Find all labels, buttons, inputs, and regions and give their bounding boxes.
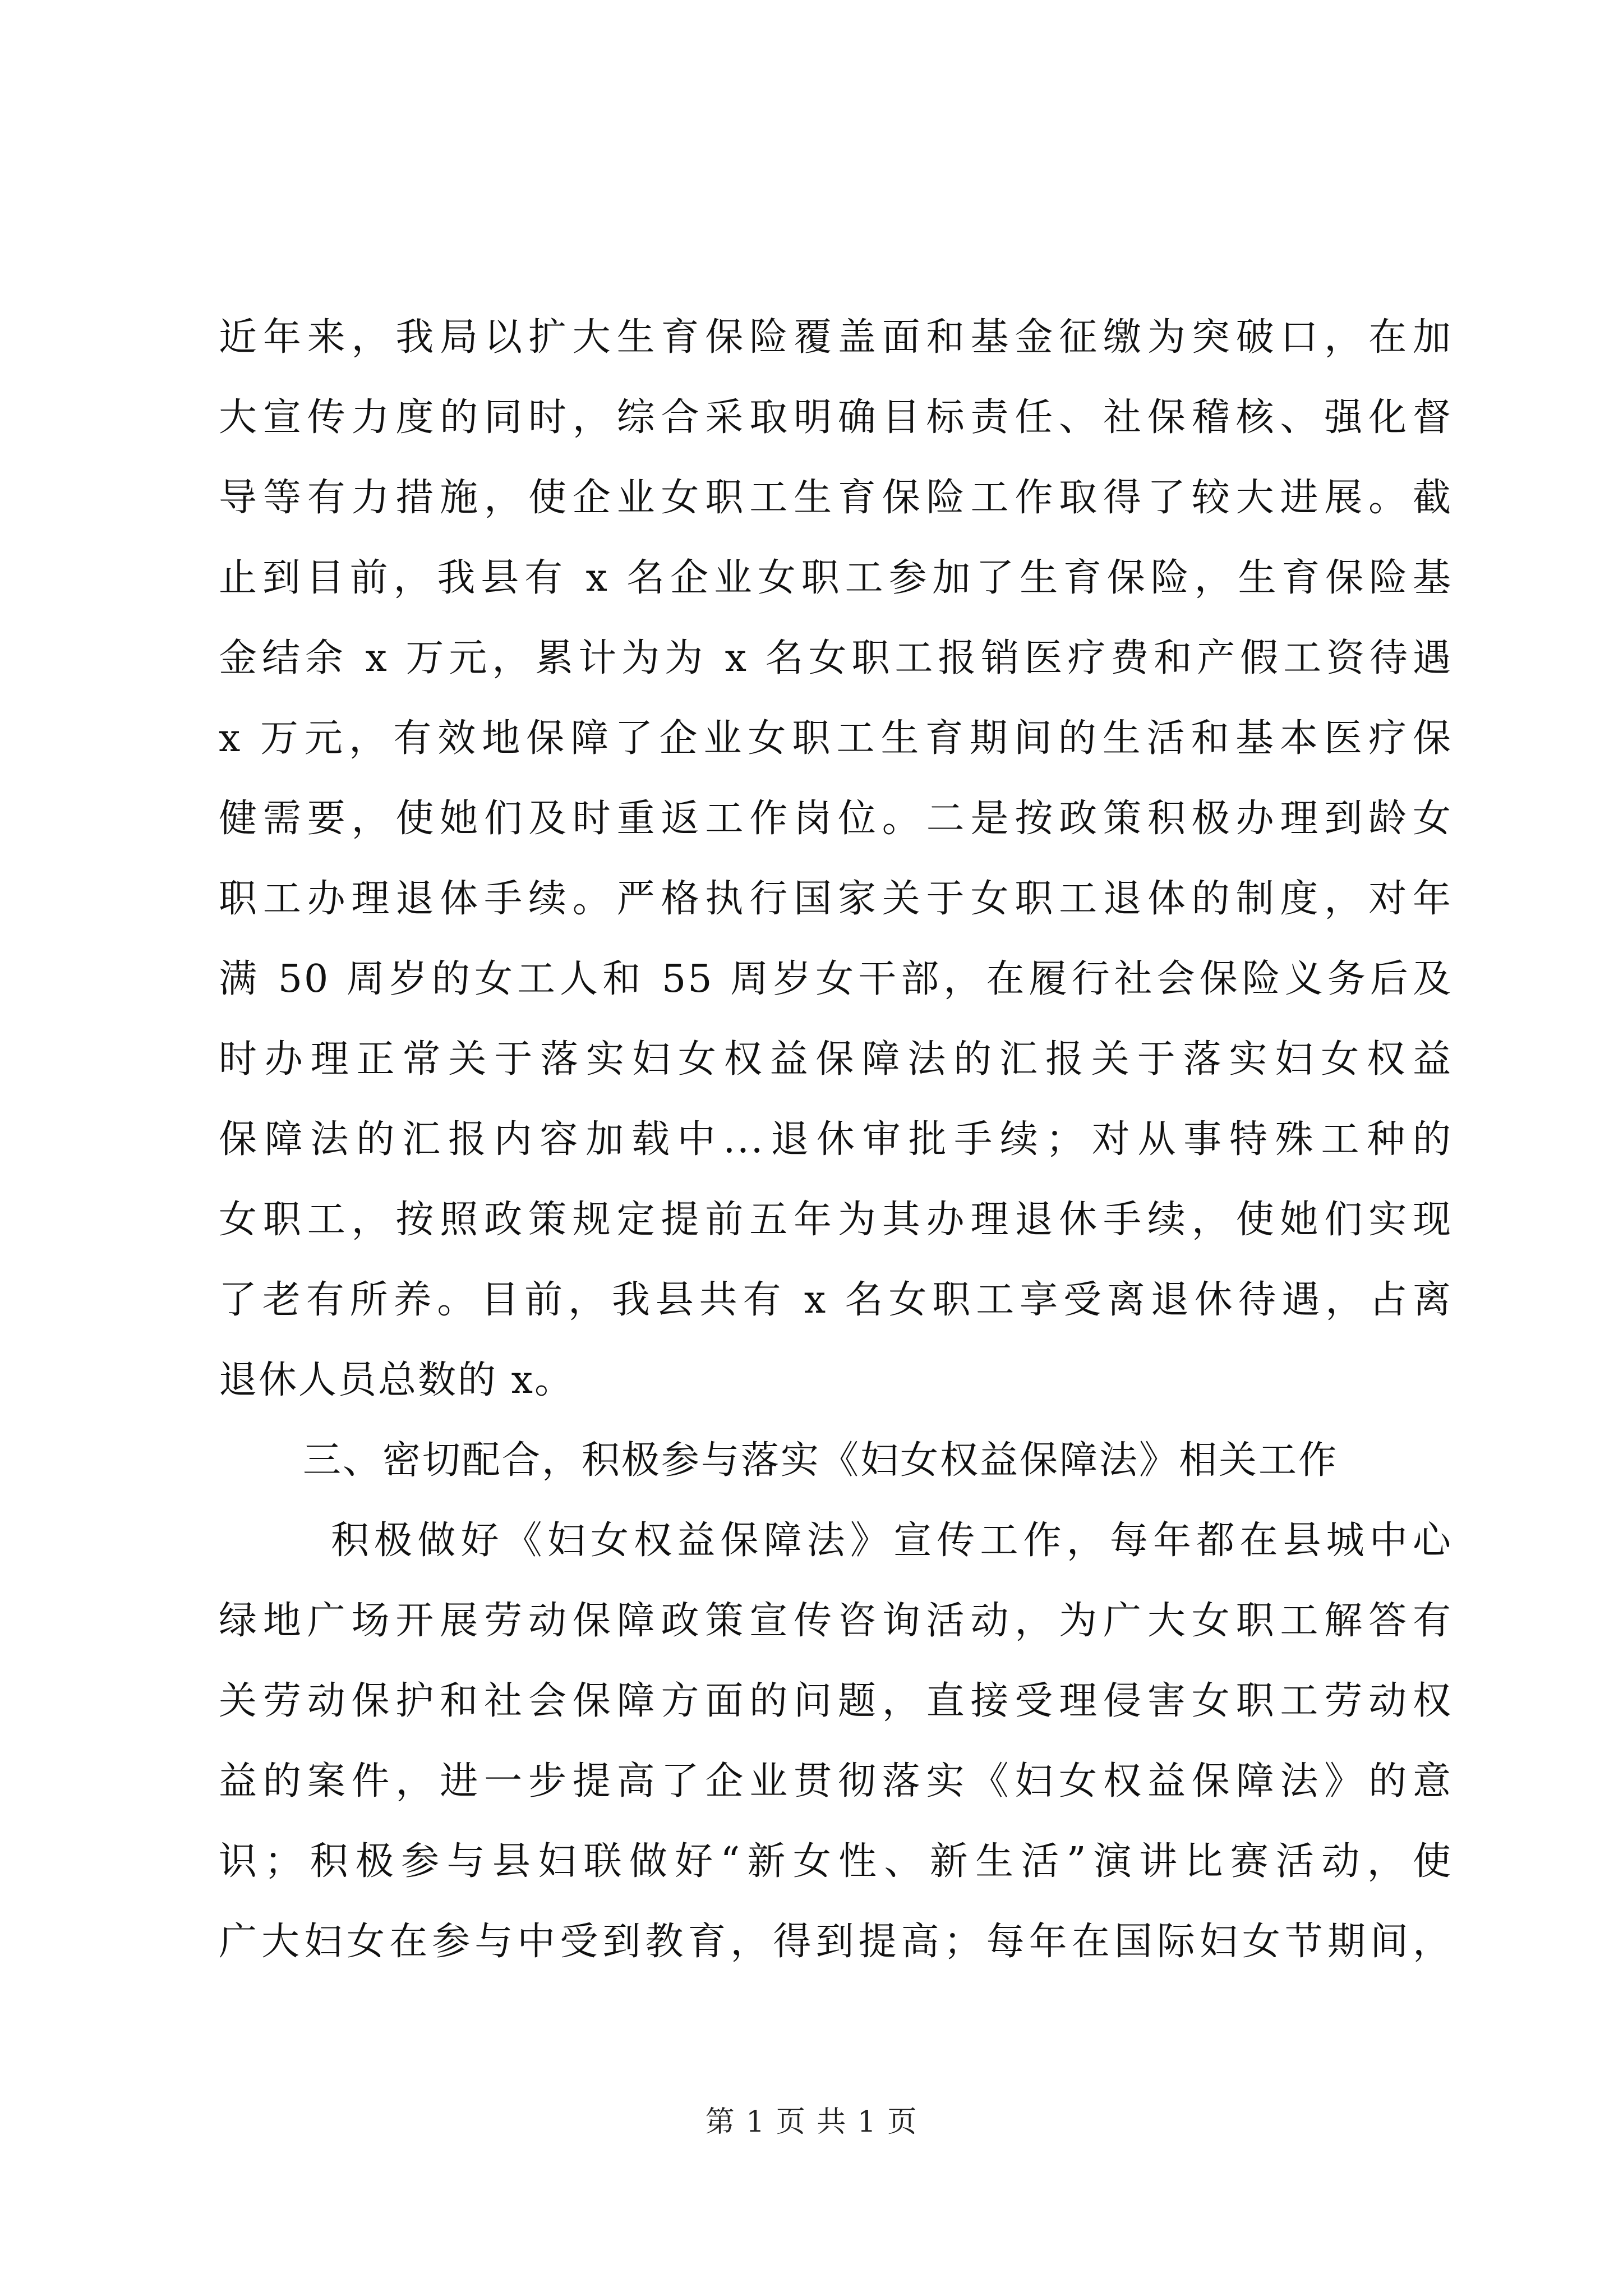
text-line-14: 退休人员总数的 x。: [219, 1358, 574, 1402]
section-heading: 三、密切配合，积极参与落实《妇女权益保障法》相关工作: [303, 1438, 1339, 1483]
text-line-18: 关劳动保护和社会保障方面的问题，直接受理侵害女职工劳动权: [219, 1679, 1453, 1723]
text-line-12: 女职工，按照政策规定提前五年为其办理退休手续，使她们实现: [219, 1198, 1453, 1242]
text-line-6: x 万元，有效地保障了企业女职工生育期间的生活和基本医疗保: [219, 716, 1453, 761]
text-line-5: 金结余 x 万元，累计为为 x 名女职工报销医疗费和产假工资待遇: [219, 636, 1453, 680]
text-line-3: 导等有力措施，使企业女职工生育保险工作取得了较大进展。截: [219, 476, 1453, 520]
text-line-16: 积极做好《妇女权益保障法》宣传工作，每年都在县城中心: [331, 1519, 1453, 1563]
text-line-7: 健需要，使她们及时重返工作岗位。二是按政策积极办理到龄女: [219, 797, 1453, 841]
text-line-9: 满 50 周岁的女工人和 55 周岁女干部，在履行社会保险义务后及: [219, 957, 1453, 1001]
document-body: [219, 297, 1453, 1982]
text-line-1: 近年来，我局以扩大生育保险覆盖面和基金征缴为突破口，在加: [219, 315, 1453, 360]
text-line-21: 广大妇女在参与中受到教育，得到提高；每年在国际妇女节期间，: [219, 1920, 1453, 1964]
text-line-13: 了老有所养。目前，我县共有 x 名女职工享受离退休待遇，占离: [219, 1278, 1453, 1322]
text-line-8: 职工办理退体手续。严格执行国家关于女职工退体的制度，对年: [219, 877, 1453, 921]
text-line-4: 止到目前，我县有 x 名企业女职工参加了生育保险，生育保险基: [219, 556, 1453, 600]
text-line-2: 大宣传力度的同时，综合采取明确目标责任、社保稽核、强化督: [219, 395, 1453, 440]
text-line-20: 识；积极参与县妇联做好“新女性、新生活”演讲比赛活动，使: [219, 1839, 1453, 1884]
text-line-11: 保障法的汇报内容加载中...退休审批手续；对从事特殊工种的: [219, 1117, 1453, 1162]
text-line-17: 绿地广场开展劳动保障政策宣传咨询活动，为广大女职工解答有: [219, 1599, 1453, 1643]
page-number-footer: 第 1 页 共 1 页: [705, 2105, 918, 2139]
text-line-10: 时办理正常关于落实妇女权益保障法的汇报关于落实妇女权益: [219, 1037, 1453, 1082]
text-line-19: 益的案件，进一步提高了企业贯彻落实《妇女权益保障法》的意: [219, 1759, 1453, 1803]
